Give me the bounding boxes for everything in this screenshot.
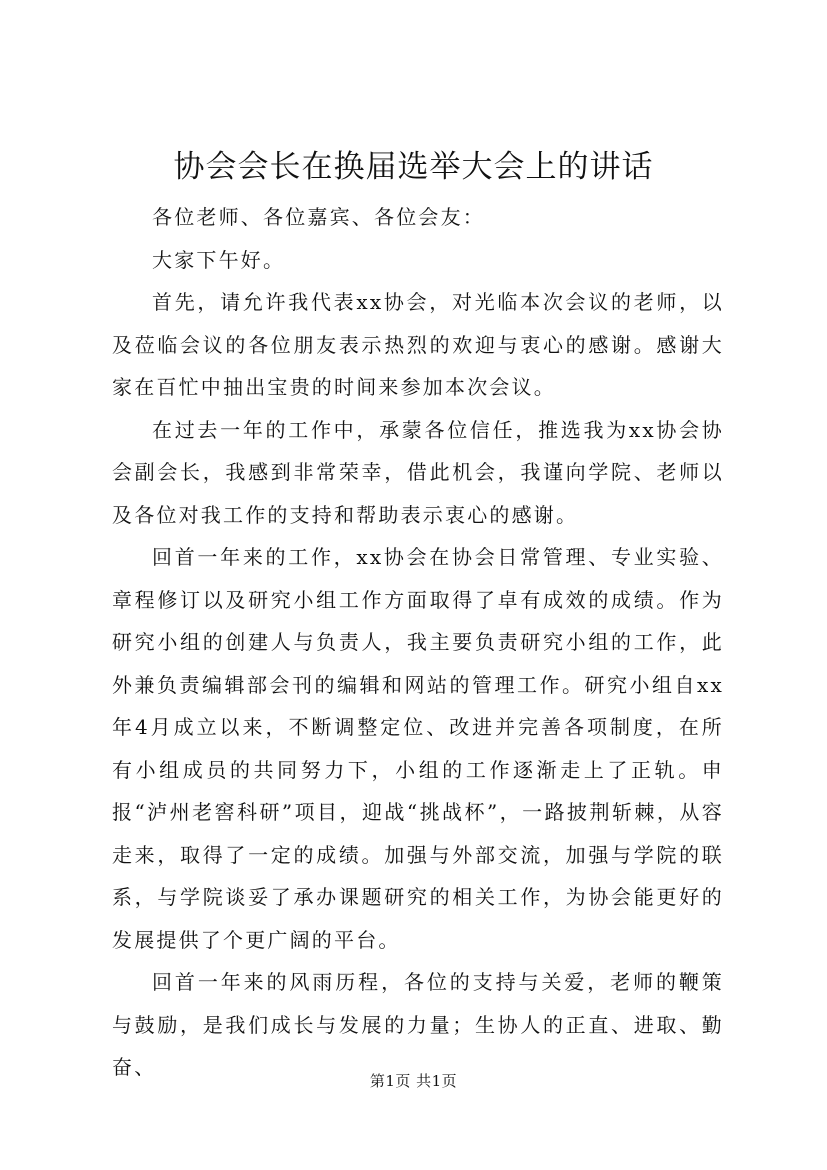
paragraph-welcome: 首先，请允许我代表xx协会，对光临本次会议的老师，以及莅临会议的各位朋友表示热烈的欢迎与衷心的感谢。感谢大家在百忙中抽出宝贵的时间来参加本次会议。	[112, 290, 724, 399]
document-title: 协会会长在换届选举大会上的讲话	[173, 149, 654, 185]
paragraph-salutation: 各位老师、各位嘉宾、各位会友：	[152, 205, 485, 229]
paragraph-reflection: 回首一年来的风雨历程，各位的支持与关爱，老师的鞭策与鼓励，是我们成长与发展的力量；生协人的正直、进取、勤奋、	[112, 970, 724, 1079]
paragraph-thanks: 在过去一年的工作中，承蒙各位信任，推选我为xx协会协会副会长，我感到非常荣幸，借此机会，我谨向学院、老师以及各位对我工作的支持和帮助表示衷心的感谢。	[112, 417, 724, 527]
paragraph-greeting: 大家下午好。	[152, 247, 286, 272]
page-footer: 第1页 共1页	[369, 1072, 458, 1090]
document-body	[112, 196, 724, 1089]
paragraph-review: 回首一年来的工作，xx协会在协会日常管理、专业实验、章程修订以及研究小组工作方面取得了卓有成效的成绩。作为研究小组的创建人与负责人，我主要负责研究小组的工作，此外兼负责编辑部会刊的编辑和网站的管理工作。研究小组自xx年4月成立以来，不断调整定位、改进并完善各项制度，在所有小组成员的共同努力下，小组的工作逐渐走上了正轨。申报“泸州老窖科研”项目，迎战“挑战杯”，一路披荆斩棘，从容走来，取得了一定的成绩。加强与外部交流，加强与学院的联系，与学院谈妥了承办课题研究的相关工作，为协会能更好的发展提供了个更广阔的平台。	[112, 545, 724, 952]
